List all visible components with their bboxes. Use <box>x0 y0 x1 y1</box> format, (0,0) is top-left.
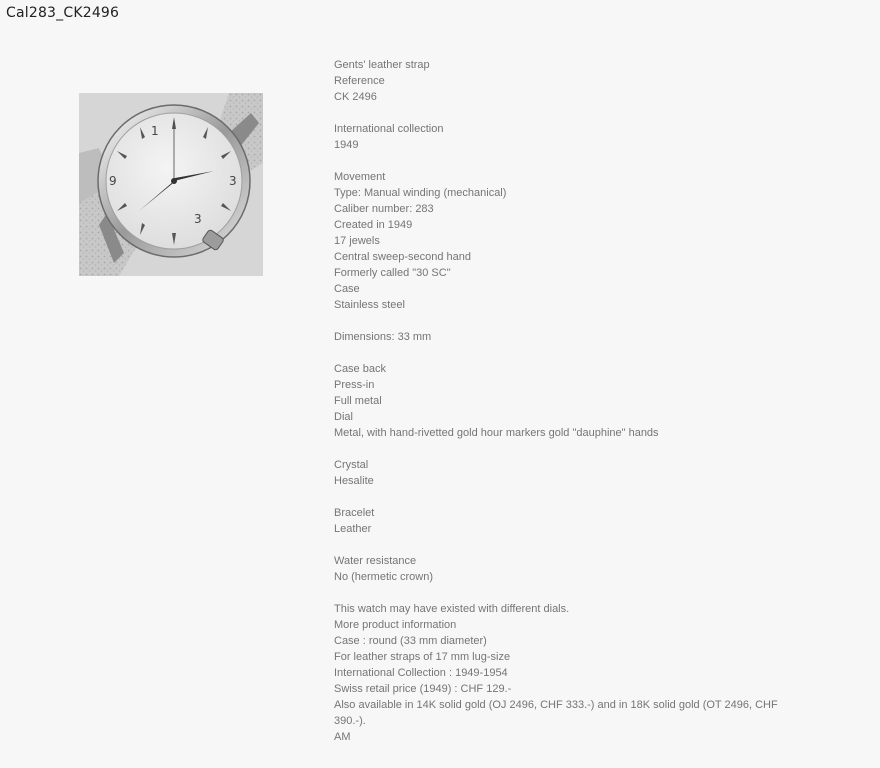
dial-description: Metal, with hand-rivetted gold hour markers gold "dauphine" hands <box>334 427 659 439</box>
strap-lug-size: For leather straps of 17 mm lug-size <box>334 651 511 663</box>
svg-text:9: 9 <box>109 174 117 188</box>
case-round: Case : round (33 mm diameter) <box>334 635 487 647</box>
water-resistance-value: No (hermetic crown) <box>334 571 434 583</box>
dimensions: Dimensions: 33 mm <box>334 331 432 343</box>
sweep-hand: Central sweep-second hand <box>334 251 471 263</box>
collection-year: 1949 <box>334 139 359 151</box>
bracelet-label: Bracelet <box>334 507 375 519</box>
page-title: Cal283_CK2496 <box>6 5 120 21</box>
crystal-value: Hesalite <box>334 475 374 487</box>
reference-value: CK 2496 <box>334 91 377 103</box>
gold-availability: Also available in 14K solid gold (OJ 2496, CHF 333.-) and in 18K solid gold (OT 2496, CHF 390.-). <box>334 699 778 727</box>
case-material: Stainless steel <box>334 299 405 311</box>
reference-label: Reference <box>334 75 385 87</box>
watch-photo <box>79 93 263 276</box>
dial-label: Dial <box>334 411 353 423</box>
product-details <box>334 57 779 745</box>
strap-type: Gents' leather strap <box>334 59 430 71</box>
caliber-number: Caliber number: 283 <box>334 203 434 215</box>
caseback-label: Case back <box>334 363 386 375</box>
collection-label: International collection <box>334 123 444 135</box>
retail-price: Swiss retail price (1949) : CHF 129.- <box>334 683 512 695</box>
caseback-material: Full metal <box>334 395 382 407</box>
svg-text:1: 1 <box>151 124 159 138</box>
case-label: Case <box>334 283 360 295</box>
formerly-called: Formerly called "30 SC" <box>334 267 451 279</box>
created-year: Created in 1949 <box>334 219 413 231</box>
dials-note: This watch may have existed with different dials. <box>334 603 570 615</box>
svg-text:3: 3 <box>194 212 202 226</box>
caseback-type: Press-in <box>334 379 375 391</box>
movement-type: Type: Manual winding (mechanical) <box>334 187 507 199</box>
bracelet-value: Leather <box>334 523 372 535</box>
author-initials: AM <box>334 731 351 743</box>
crystal-label: Crystal <box>334 459 369 471</box>
jewels: 17 jewels <box>334 235 380 247</box>
svg-text:3: 3 <box>229 174 237 188</box>
movement-label: Movement <box>334 171 386 183</box>
international-collection: International Collection : 1949-1954 <box>334 667 508 679</box>
more-info-heading: More product information <box>334 619 457 631</box>
water-resistance-label: Water resistance <box>334 555 417 567</box>
